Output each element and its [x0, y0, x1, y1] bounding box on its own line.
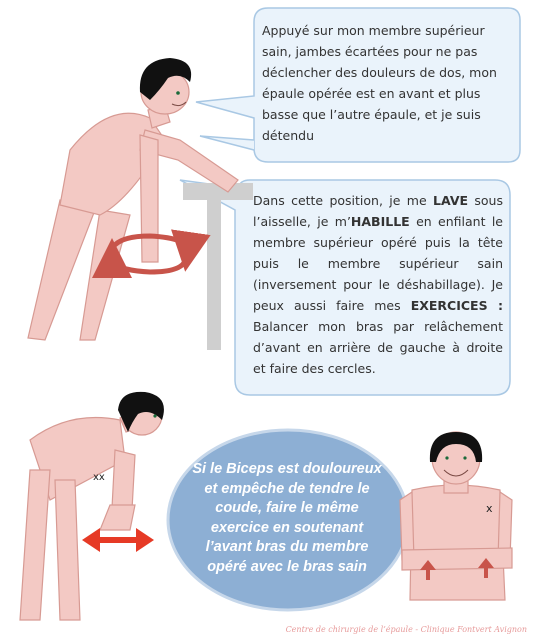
figure-1-eye — [176, 91, 180, 95]
keyword-habille: HABILLE — [350, 214, 410, 229]
figure-3-mark: x — [486, 502, 493, 515]
horizontal-double-arrow-icon — [82, 528, 154, 552]
bubble-middle-text-3: en enfilant le membre supérieur opéré puis la tête puis le membre supérieur sain (inversement pour le déshabillage). Je peux aussi faire mes — [253, 214, 503, 313]
bubble-middle-text-4: Balancer mon bras par relâchement d’avant en arrière de gauche à droite et faire des cercles. — [253, 319, 503, 376]
bubble-middle-text — [253, 190, 503, 379]
figure-2-mark: xx — [93, 472, 105, 483]
figure-2-eye — [153, 414, 156, 417]
figure-3-eye-right — [463, 456, 466, 459]
bubble-middle-text-1: Dans cette position, je me — [253, 193, 434, 208]
figure-front-view — [400, 432, 512, 600]
ellipse-advice-text: Si le Biceps est douloureux et empêche de tendre le coude, faire le même exercice en soutenant l’avant bras du membre opéré avec le bras sain — [192, 461, 382, 575]
figure-3-eye-left — [445, 456, 448, 459]
bubble-middle-text-2: sous l’aisselle, je m’ — [253, 193, 503, 229]
keyword-lave: LAVE — [433, 193, 469, 208]
bubble-top-text: Appuyé sur mon membre supérieur sain, jambes écartées pour ne pas déclencher des douleurs de dos, mon épaule opérée est en avant et plus basse que l’autre épaule, et je suis détendu — [262, 23, 497, 143]
speech-bubble-top-tail-2 — [200, 136, 254, 150]
footer-credit: Centre de chirurgie de l’épaule - Clinique Fontvert Avignon — [285, 625, 527, 634]
figure-bending-forward — [20, 395, 162, 620]
figure-leaning-on-table — [28, 70, 238, 340]
keyword-exercices: EXERCICES : — [410, 298, 503, 313]
